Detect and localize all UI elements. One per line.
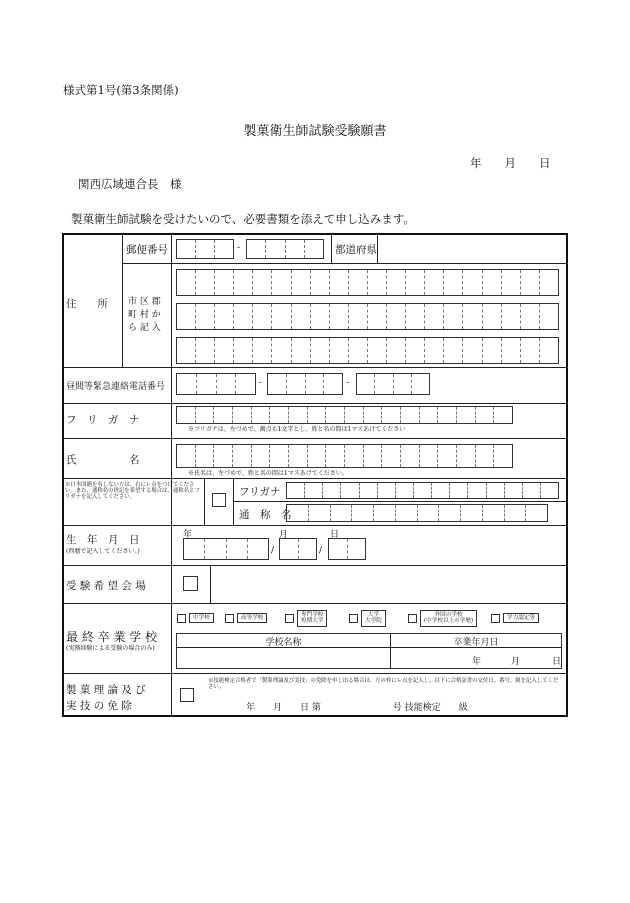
exemption-label-2: 実 技 の 免 除: [66, 700, 132, 712]
alias-name-field[interactable]: [286, 504, 548, 522]
furigana-label: フ リ ガ ナ: [66, 414, 140, 426]
form-number: 様式第1号(第3条関係): [63, 83, 179, 97]
phone-label: 昼間等緊急連絡電話番号: [66, 382, 166, 392]
category-junior-high[interactable]: 中学校: [177, 613, 214, 623]
venue-field[interactable]: [183, 576, 198, 591]
category-foreign-school[interactable]: 外国の学校 (中学校以上の学歴): [408, 610, 477, 627]
foreign-national-checkbox[interactable]: [212, 493, 226, 507]
address-line-2[interactable]: [176, 303, 559, 330]
alias-note: ※日本国籍を有しない方は、右にレ点をつけてください。また、通称名の併記を希望する場合は、通称名とフリガナを記入してください。: [65, 482, 200, 501]
address-line-1[interactable]: [176, 269, 559, 296]
birth-label: 生 年 月 日: [66, 534, 140, 546]
furigana-field[interactable]: [176, 406, 513, 424]
alias-name-label: 通 称 名: [239, 509, 292, 521]
name-label: 氏 名: [66, 454, 140, 466]
exemption-checkbox[interactable]: [180, 688, 194, 702]
city-label: 市 区 郡 町 村 か ら 記 入: [128, 297, 161, 333]
category-university[interactable]: 大学 大学院: [349, 610, 386, 627]
addressee: 関西広域連合長 様: [78, 177, 182, 191]
category-vocational[interactable]: 専門学校 短期大学: [285, 610, 327, 627]
school-label: 最 終 卒 業 学 校: [66, 630, 158, 644]
venue-label: 受 験 希 望 会 場: [66, 580, 146, 592]
exemption-note: ※技能検定合格者で「製菓理論及び実技」の免除を申し出る場合は、左の枠にレ点を記入し、以下に合格証書の交付日、番号、級を記入してください。: [208, 678, 559, 691]
exemption-label-1: 製 菓 理 論 及 び: [66, 684, 146, 696]
school-sub: (実務経験による受験の場合のみ): [66, 645, 155, 652]
alias-furigana-label: フリガナ: [239, 486, 281, 498]
date-line: 年 月 日: [470, 156, 551, 170]
form-title: 製菓衛生師試験受験願書: [243, 124, 387, 139]
address-label: 住 所: [66, 298, 108, 310]
phone-part-2[interactable]: [267, 373, 343, 395]
phone-part-3[interactable]: [356, 373, 430, 395]
postal-label: 郵便番号: [126, 244, 168, 256]
birth-day-field[interactable]: [328, 538, 366, 560]
name-note: ※氏名は、左づめで、姓と名の間は1マスあけてください。: [188, 470, 348, 477]
phone-part-1[interactable]: [176, 373, 256, 395]
category-academic-cert[interactable]: 学力認定等: [491, 613, 539, 623]
prefecture-label: 都道府県: [335, 244, 377, 256]
postal-code-second[interactable]: [246, 239, 324, 259]
intro-text: 製菓衛生師試験を受けたいので、必要書類を添えて申し込みます。: [71, 212, 415, 226]
school-name-header: 学校名称: [265, 638, 302, 648]
birth-month-field[interactable]: [279, 538, 317, 560]
birth-sub: (西暦で記入してください。): [66, 548, 140, 555]
school-name-field[interactable]: [178, 648, 389, 668]
graduation-date-header: 卒業年月日: [453, 638, 499, 648]
alias-furigana-field[interactable]: [286, 482, 559, 499]
name-field[interactable]: [176, 444, 513, 468]
exemption-cert-line: 年 月 日 第 号 技能検定 級: [246, 703, 468, 713]
postal-code-first[interactable]: [176, 239, 234, 259]
birth-year-field[interactable]: [183, 538, 269, 560]
category-high-school[interactable]: 高等学校: [225, 613, 267, 623]
furigana-note: ※フリガナは、左づめで、濁点も1文字とし、姓と名の間は1マスあけてください: [188, 426, 406, 433]
address-line-3[interactable]: [176, 337, 559, 364]
